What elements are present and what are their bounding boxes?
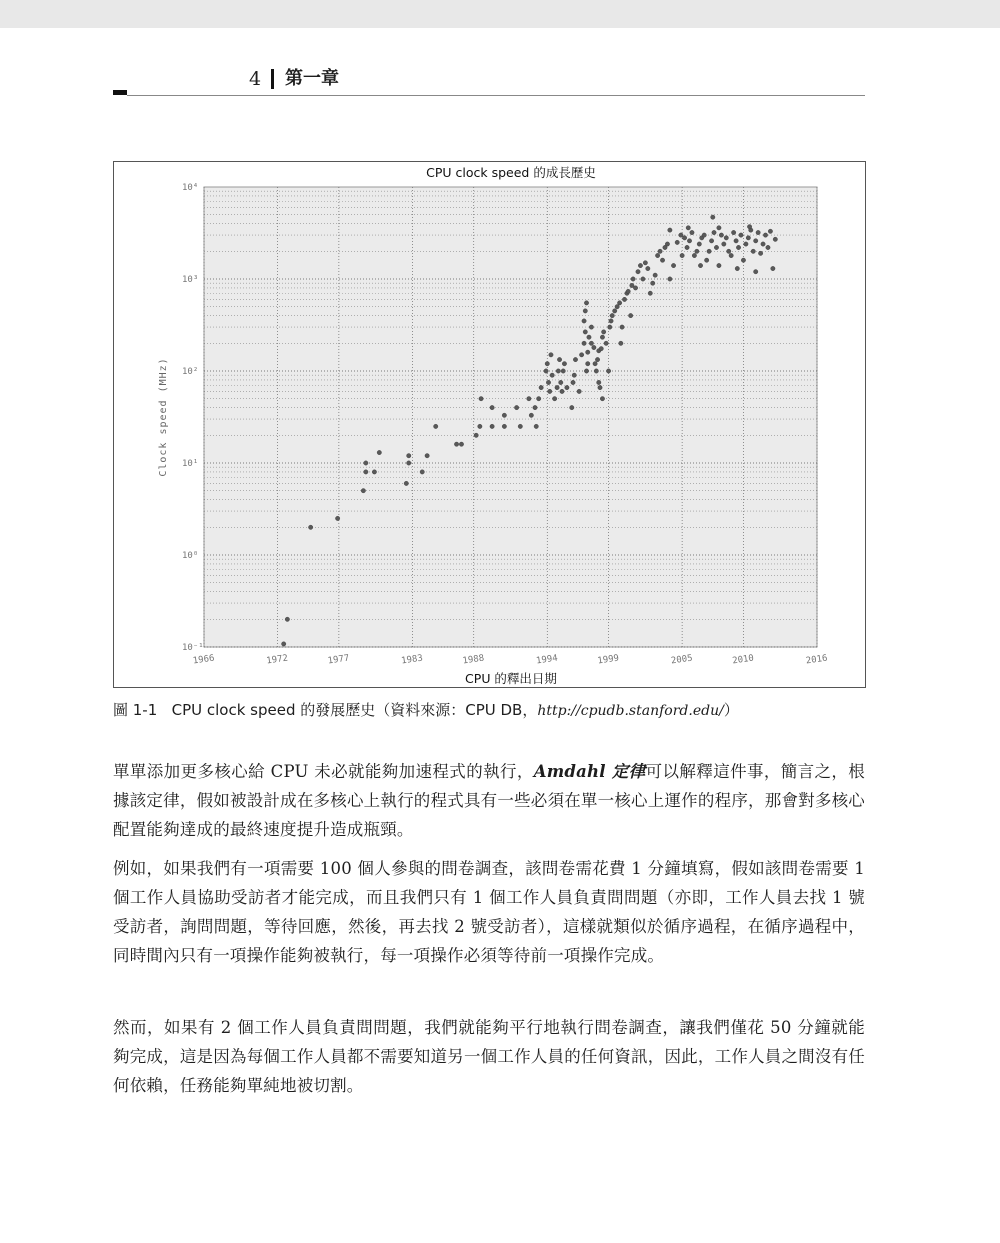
x-tick-label: 1972 (265, 653, 289, 667)
data-point (335, 516, 339, 520)
data-point (454, 442, 458, 446)
caption-end: ） (723, 701, 739, 719)
data-point (722, 242, 726, 246)
caption-source: http://cpudb.stanford.edu/ (537, 703, 724, 719)
data-point (746, 236, 750, 240)
data-point (589, 325, 593, 329)
data-point (619, 341, 623, 345)
data-point (285, 617, 289, 621)
data-point (582, 319, 586, 323)
y-tick-label: 10⁴ (182, 183, 199, 193)
data-point (606, 369, 610, 373)
data-point (717, 226, 721, 230)
data-point (658, 249, 662, 253)
data-point (364, 470, 368, 474)
paragraph-2: 例如，如果我們有一項需要 100 個人參與的問卷調查，該問卷需花費 1 分鐘填寫，假如該問卷需要 1 個工作人員協助受訪者才能完成，而且我們只有 1 個工作人員負責問問題（亦即，工作人員去找 1 號受訪者，詢問問題，等待回應，然後，再去找 2 號受訪者），這樣就類似於循序過程，在循序過程中，同時間內只有一項操作能夠被執行，每一項操作必須等待前一項操作完成。 (113, 859, 865, 965)
data-point (675, 240, 679, 244)
data-point (697, 242, 701, 246)
data-point (459, 442, 463, 446)
data-point (546, 380, 550, 384)
data-point (686, 226, 690, 230)
data-point (736, 245, 740, 249)
data-point (727, 249, 731, 253)
page-header (113, 66, 865, 98)
data-point (724, 236, 728, 240)
data-point (479, 396, 483, 400)
data-point (766, 245, 770, 249)
data-point (636, 270, 640, 274)
data-point (761, 242, 765, 246)
data-point (536, 396, 540, 400)
x-tick-labels (192, 654, 828, 667)
y-axis-label: Clock speed (MHz) (158, 357, 169, 477)
data-point (622, 297, 626, 301)
data-point (308, 525, 312, 529)
data-point (620, 325, 624, 329)
data-point (679, 233, 683, 237)
data-point (595, 357, 599, 361)
paragraph-1-before: 單單添加更多核心給 CPU 未必就能夠加速程式的執行， (113, 762, 534, 781)
data-point (685, 245, 689, 249)
data-point (758, 251, 762, 255)
data-point (478, 424, 482, 428)
header-mark (113, 90, 127, 95)
data-point (420, 470, 424, 474)
data-point (555, 385, 559, 389)
top-band (0, 0, 1000, 28)
data-point (601, 330, 605, 334)
data-point (747, 225, 751, 229)
data-point (529, 413, 533, 417)
data-point (711, 215, 715, 219)
data-point (556, 369, 560, 373)
paragraph-1-after: 可以解釋這件事，簡言之，根據該定律，假如被設計成在多核心上執行的程式具有一些必須在單一核心上運作的程序，那會對多核心配置能夠達成的最終速度提升造成瓶頸。 (113, 762, 866, 839)
data-point (660, 258, 664, 262)
data-point (548, 389, 552, 393)
data-point (552, 396, 556, 400)
data-point (771, 266, 775, 270)
data-point (741, 258, 745, 262)
data-point (583, 330, 587, 334)
data-point (638, 263, 642, 267)
data-point (628, 313, 632, 317)
caption-label: 圖 1-1 (113, 701, 158, 719)
data-point (643, 261, 647, 265)
y-tick-labels (182, 183, 204, 653)
data-point (474, 433, 478, 437)
y-tick-label: 10⁻¹ (182, 643, 204, 653)
data-point (754, 270, 758, 274)
data-point (610, 313, 614, 317)
data-point (668, 228, 672, 232)
figure-caption (113, 700, 873, 721)
data-point (586, 362, 590, 366)
data-point (633, 286, 637, 290)
data-point (598, 385, 602, 389)
data-point (577, 389, 581, 393)
data-point (584, 301, 588, 305)
data-point (377, 450, 381, 454)
data-point (665, 242, 669, 246)
data-point (514, 405, 518, 409)
x-tick-label: 1966 (192, 653, 216, 667)
data-point (565, 385, 569, 389)
data-point (768, 229, 772, 233)
data-point (655, 253, 659, 257)
data-point (599, 346, 603, 350)
data-point (281, 642, 285, 646)
data-point (527, 396, 531, 400)
data-point (573, 357, 577, 361)
data-point (608, 325, 612, 329)
data-point (557, 357, 561, 361)
data-point (609, 319, 613, 323)
data-point (587, 335, 591, 339)
data-point (562, 362, 566, 366)
data-point (687, 239, 691, 243)
data-point (617, 301, 621, 305)
paragraph-3: 然而，如果有 2 個工作人員負責問問題，我們就能夠平行地執行問卷調查，讓我們僅花 50 分鐘就能夠完成，這是因為每個工作人員都不需要知道另一個工作人員的任何資訊，因此，工作人員之間沒有任何依賴，任務能夠單純地被切割。 (113, 1018, 865, 1095)
data-point (364, 461, 368, 465)
data-point (714, 245, 718, 249)
y-tick-label: 10² (182, 367, 199, 377)
data-point (641, 277, 645, 281)
data-point (600, 335, 604, 339)
data-point (704, 258, 708, 262)
data-point (561, 369, 565, 373)
x-tick-label: 1983 (400, 653, 424, 667)
x-tick-label: 1994 (535, 653, 559, 667)
data-point (545, 362, 549, 366)
data-point (425, 454, 429, 458)
data-point (702, 233, 706, 237)
data-point (671, 263, 675, 267)
data-point (586, 350, 590, 354)
x-tick-label: 1999 (596, 653, 620, 667)
data-point (570, 405, 574, 409)
x-tick-label: 2010 (731, 653, 755, 667)
data-point (572, 373, 576, 377)
data-point (372, 470, 376, 474)
data-point (589, 341, 593, 345)
data-point (626, 289, 630, 293)
x-tick-label: 2016 (805, 653, 829, 667)
x-tick-label: 1988 (462, 653, 485, 667)
data-point (690, 230, 694, 234)
data-point (717, 263, 721, 267)
amdahl-term: Amdahl 定律 (533, 762, 646, 781)
data-point (751, 249, 755, 253)
data-point (539, 385, 543, 389)
data-point (735, 266, 739, 270)
x-axis-label: CPU 的釋出日期 (465, 671, 557, 686)
data-point (682, 236, 686, 240)
data-point (680, 253, 684, 257)
data-point (754, 239, 758, 243)
data-point (544, 369, 548, 373)
data-point (594, 369, 598, 373)
data-point (646, 266, 650, 270)
data-point (651, 281, 655, 285)
data-point (668, 277, 672, 281)
chart-title: CPU clock speed 的成長歷史 (426, 165, 596, 180)
data-point (734, 239, 738, 243)
data-point (502, 424, 506, 428)
data-point (692, 253, 696, 257)
data-point (604, 341, 608, 345)
data-point (739, 233, 743, 237)
data-point (502, 413, 506, 417)
data-point (707, 249, 711, 253)
y-tick-label: 10³ (182, 275, 199, 285)
data-point (593, 362, 597, 366)
data-point (582, 341, 586, 345)
data-point (597, 380, 601, 384)
data-point (549, 353, 553, 357)
data-point (592, 345, 596, 349)
header-rule (127, 95, 865, 96)
data-point (571, 380, 575, 384)
data-point (518, 424, 522, 428)
data-point (434, 424, 438, 428)
data-point (731, 230, 735, 234)
figure-chart (113, 161, 866, 688)
data-point (533, 405, 537, 409)
header-divider (271, 69, 274, 89)
data-point (695, 249, 699, 253)
caption-text: CPU clock speed 的發展歷史（資料來源：CPU DB， (171, 701, 538, 719)
data-point (744, 242, 748, 246)
data-point (490, 424, 494, 428)
data-point (719, 233, 723, 237)
data-point (613, 309, 617, 313)
data-point (559, 380, 563, 384)
data-point (729, 253, 733, 257)
data-point (600, 396, 604, 400)
data-point (407, 454, 411, 458)
y-tick-label: 10¹ (182, 459, 199, 469)
data-point (583, 309, 587, 313)
data-point (550, 373, 554, 377)
data-point (648, 291, 652, 295)
data-point (653, 273, 657, 277)
paragraph-1 (113, 757, 865, 844)
chapter-title: 第一章 (285, 68, 339, 89)
data-point (361, 488, 365, 492)
data-point (560, 389, 564, 393)
data-point (709, 239, 713, 243)
data-point (763, 233, 767, 237)
page-number: 4 (249, 68, 262, 90)
data-point (631, 277, 635, 281)
x-tick-label: 2005 (670, 653, 694, 667)
data-point (773, 237, 777, 241)
cpu-clock-chart (114, 162, 865, 687)
data-point (407, 461, 411, 465)
data-point (712, 230, 716, 234)
data-point (615, 304, 619, 308)
data-point (404, 481, 408, 485)
data-point (698, 263, 702, 267)
data-point (579, 353, 583, 357)
y-tick-label: 10⁰ (182, 551, 199, 561)
data-point (756, 230, 760, 234)
data-point (584, 369, 588, 373)
data-point (490, 405, 494, 409)
x-tick-label: 1977 (327, 653, 351, 667)
plot-area (204, 187, 817, 647)
data-point (534, 424, 538, 428)
